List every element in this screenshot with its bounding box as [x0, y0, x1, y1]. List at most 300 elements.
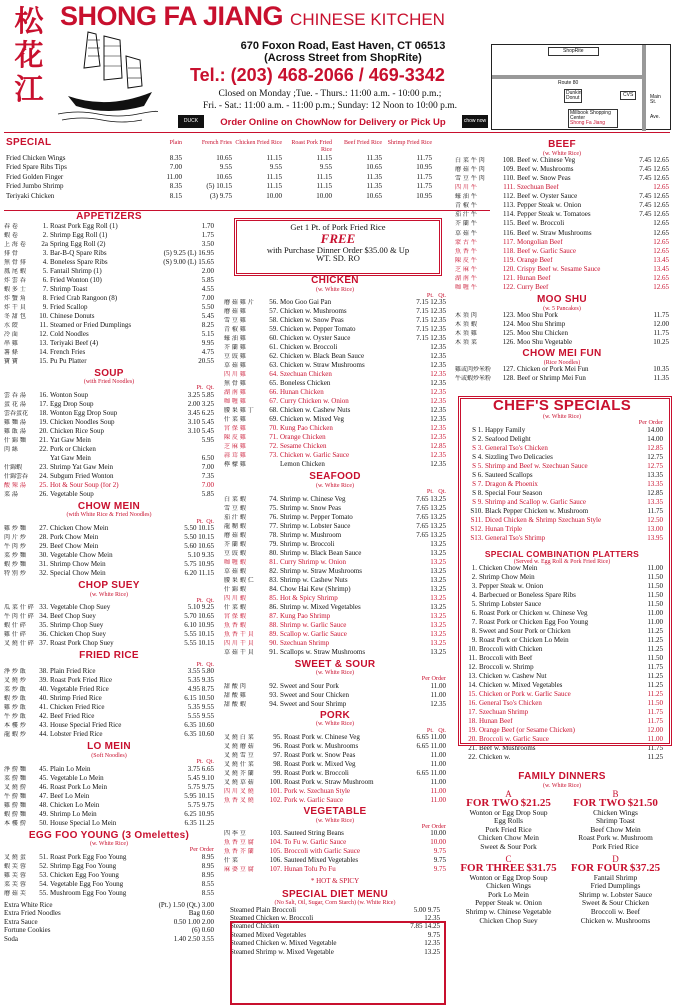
menu-item[interactable] [224, 523, 446, 532]
item-name: Steamed or Fried Dumplings [50, 321, 132, 329]
item-number: 33. [39, 604, 48, 612]
item-price: 11.00 [430, 752, 446, 760]
menu-item[interactable] [4, 322, 214, 331]
item-name: Shrimp w. Mushroom [280, 531, 342, 539]
item-number: 61. [269, 344, 278, 352]
menu-item[interactable] [224, 839, 446, 848]
promo-box [234, 218, 442, 276]
menu-item[interactable] [4, 820, 214, 829]
special-row[interactable] [6, 155, 432, 164]
extra-item[interactable] [4, 919, 214, 927]
family-price: $37.25 [629, 862, 661, 875]
menu-item[interactable] [4, 543, 214, 552]
item-price: 7.45 12.65 [639, 211, 669, 219]
menu-item[interactable] [4, 570, 214, 579]
item-name: Crispy Beef w. Sesame Sauce [517, 265, 601, 273]
item-chinese-name: 雲吞蛋花 [4, 409, 29, 417]
menu-item[interactable] [224, 604, 446, 613]
col-head: Beef Fried Rice [344, 140, 382, 146]
col-head: Roast Pork Fried Rice [291, 140, 332, 153]
item-number: 7. [471, 619, 477, 627]
item-number: 72. [269, 443, 278, 451]
item-price: 3.10 5.45 [187, 418, 214, 426]
menu-item[interactable] [4, 268, 214, 277]
chownow-logo: chow now [462, 115, 488, 128]
item-price: 7.65 13.25 [416, 495, 446, 503]
menu-item[interactable] [4, 881, 214, 890]
menu-item[interactable] [4, 482, 214, 491]
item-price: (5) 9.25 (L) 16.95 [163, 249, 214, 257]
item-name: Barbecued or Boneless Spare Ribs [479, 592, 576, 600]
menu-item[interactable] [455, 275, 669, 284]
menu-item[interactable] [224, 788, 446, 797]
item-chinese-name: 什 錦 麵 [4, 436, 26, 444]
item-number: 117. [503, 238, 515, 246]
family-item: Beef Chow Mein [590, 824, 641, 834]
menu-item[interactable] [4, 731, 214, 740]
item-number: 119. [503, 256, 515, 264]
extra-name: Extra Sauce [4, 918, 38, 926]
item-number: 9. [471, 637, 477, 645]
item-name: Boneless Spare Ribs [50, 258, 108, 266]
item-number: 16. [468, 700, 477, 708]
menu-item[interactable] [4, 340, 214, 349]
menu-item[interactable] [224, 779, 446, 788]
special-row[interactable] [6, 174, 432, 183]
menu-item[interactable] [4, 313, 214, 322]
item-name: Sauteed String Beans [284, 830, 344, 838]
item-price: 12.65 [653, 238, 669, 246]
item-name: Roast Pork Lo Mein [50, 783, 107, 791]
menu-item[interactable] [455, 284, 669, 293]
menu-item[interactable] [4, 890, 214, 899]
menu-item[interactable] [4, 331, 214, 340]
item-price: 10.00 [430, 839, 446, 847]
item-price: 6.65 11.00 [416, 743, 446, 751]
menu-item[interactable] [4, 491, 214, 500]
item-chinese-name: 什 菜 雞 [224, 416, 246, 424]
menu-item[interactable] [4, 686, 214, 695]
item-chinese-name: 蝦 什 碎 [4, 622, 26, 630]
item-chinese-name: 四 川 蝦 [224, 594, 246, 602]
item-name: Broccoli with Chicken [479, 646, 543, 654]
special-header [6, 137, 432, 155]
item-price: 8.55 [201, 889, 214, 897]
menu-item[interactable] [4, 392, 214, 401]
extra-item[interactable] [4, 910, 214, 918]
menu-item[interactable] [224, 452, 446, 461]
menu-item[interactable] [224, 734, 446, 743]
menu-item[interactable] [455, 193, 669, 202]
item-number: 23. [39, 463, 48, 471]
item-price: 13.45 [653, 265, 669, 273]
extra-item[interactable] [4, 927, 214, 935]
item-number: 106. [269, 857, 282, 865]
menu-item[interactable] [224, 443, 446, 452]
item-chinese-name: 蘑 菇 雞 [224, 308, 246, 316]
col-head: Shrimp Fried Rice [387, 140, 432, 146]
pt-qt-header: Per Order [421, 822, 446, 830]
menu-item[interactable] [455, 375, 669, 384]
address-line: 670 Foxon Road, East Haven, CT 06513 [240, 40, 446, 52]
menu-item[interactable] [224, 299, 446, 308]
special-row[interactable] [6, 193, 432, 202]
menu-item[interactable] [224, 317, 446, 326]
family-row [455, 790, 669, 851]
menu-item[interactable] [4, 232, 214, 241]
menu-item[interactable] [4, 704, 214, 713]
menu-item[interactable] [4, 241, 214, 250]
menu-item[interactable] [224, 371, 446, 380]
item-chinese-name: 蛋 花 湯 [4, 400, 26, 408]
menu-item[interactable] [455, 184, 669, 193]
special-row[interactable] [6, 164, 432, 173]
menu-item[interactable] [4, 863, 214, 872]
fried-rice-title: FRIED RICE [79, 650, 139, 662]
menu-item[interactable] [4, 713, 214, 722]
menu-item[interactable] [224, 848, 446, 857]
menu-item[interactable] [224, 743, 446, 752]
menu-item[interactable] [224, 683, 446, 692]
item-number: 55. [39, 889, 48, 897]
special-row[interactable] [6, 183, 432, 192]
menu-item[interactable] [224, 622, 446, 631]
menu-item[interactable] [4, 784, 214, 793]
menu-item[interactable] [455, 166, 669, 175]
menu-item[interactable] [4, 223, 214, 232]
menu-item[interactable] [461, 745, 663, 754]
menu-item[interactable] [455, 220, 669, 229]
menu-item[interactable] [4, 631, 214, 640]
menu-item[interactable] [455, 239, 669, 248]
menu-item[interactable] [4, 419, 214, 428]
item-number: 14. [468, 682, 477, 690]
menu-item[interactable] [224, 577, 446, 586]
item-chinese-name: 什 錦 蝦 [224, 585, 246, 593]
item-price: 7.45 12.65 [639, 174, 669, 182]
item-chinese-name: 薯 條 [4, 348, 18, 356]
family-item: Chicken Chop Suey [479, 915, 538, 925]
item-name: Shrimp Lobster Sauce [479, 601, 542, 609]
item-price: 5.45 [201, 312, 214, 320]
menu-item[interactable] [224, 559, 446, 568]
menu-item[interactable] [224, 866, 446, 875]
family-price: $21.25 [520, 796, 551, 809]
menu-item[interactable] [224, 586, 446, 595]
menu-item[interactable] [4, 613, 214, 622]
item-number: 82. [269, 567, 278, 575]
menu-item[interactable] [4, 793, 214, 802]
menu-item[interactable] [224, 797, 446, 806]
item-number: 78. [269, 531, 278, 539]
item-price: 6.15 10.50 [184, 695, 214, 703]
menu-item[interactable] [4, 446, 214, 455]
item-chinese-name: 肉 片 炒 [4, 534, 26, 542]
menu-item[interactable] [4, 622, 214, 631]
family-item: Chicken Wings [486, 881, 531, 891]
extra-item[interactable] [4, 902, 214, 910]
menu-item[interactable] [4, 561, 214, 570]
menu-item[interactable] [455, 330, 669, 339]
item-chinese-name: 肉 絲 [4, 445, 18, 453]
item-name: Shrimp Toast [50, 285, 88, 293]
menu-item[interactable] [224, 631, 446, 640]
menu-item[interactable] [4, 640, 214, 649]
item-name: Vegetable Fried Rice [50, 686, 109, 694]
menu-item[interactable] [4, 668, 214, 677]
menu-item[interactable] [4, 722, 214, 731]
address-block [206, 40, 480, 64]
item-chinese-name: 魚 香 芥 蘭 [224, 848, 254, 856]
chop-suey-section [4, 581, 214, 649]
item-number: 43. [39, 722, 48, 730]
item-name: Cold Noodles [50, 330, 89, 338]
item-number: 114. [503, 211, 515, 219]
item-name: Roast Pork Egg Foo Young [50, 853, 127, 861]
menu-item[interactable] [455, 266, 669, 275]
menu-item[interactable] [4, 811, 214, 820]
item-price: 12.85 [647, 444, 663, 452]
family-item: Pork Fried Rice [592, 841, 639, 851]
item-price: 4.95 8.75 [187, 686, 214, 694]
family-item: Fried Dumplings [590, 881, 641, 891]
item-number: 12. [468, 664, 477, 672]
menu-item[interactable] [4, 775, 214, 784]
special-table [6, 137, 432, 202]
menu-item[interactable] [224, 532, 446, 541]
menu-item[interactable] [455, 312, 669, 321]
promo-line: WT. SD. RO [316, 253, 360, 264]
item-name: Chicken w. Oyster Sauce [280, 335, 351, 343]
menu-item[interactable] [224, 362, 446, 371]
menu-item[interactable] [4, 534, 214, 543]
item-name: Roast Pork Fried Rice [50, 677, 113, 685]
menu-item[interactable] [4, 410, 214, 419]
menu-item[interactable] [224, 752, 446, 761]
item-name: Curry Beef [517, 284, 549, 292]
item-name: Shrimp and Beef w. Szechuan Sauce [485, 462, 588, 470]
menu-item[interactable] [224, 595, 446, 604]
menu-item[interactable] [224, 425, 446, 434]
menu-item[interactable] [224, 496, 446, 505]
item-price: 5.15 [201, 330, 214, 338]
item-price: 11.75 [647, 507, 663, 515]
item-price: 10.35 [653, 366, 669, 374]
menu-item[interactable] [224, 416, 446, 425]
menu-item[interactable] [224, 541, 446, 550]
menu-item[interactable] [4, 358, 214, 367]
menu-item[interactable] [224, 353, 446, 362]
item-number: 64. [269, 371, 278, 379]
menu-item[interactable] [224, 514, 446, 523]
menu-item[interactable] [4, 455, 214, 464]
item-chinese-name: 木 須 肉 [455, 312, 477, 319]
menu-item[interactable] [224, 407, 446, 416]
pt-qt-header: Pt. Qt. [426, 726, 446, 734]
menu-item[interactable] [4, 473, 214, 482]
menu-item[interactable] [224, 830, 446, 839]
menu-item[interactable] [224, 335, 446, 344]
menu-item[interactable] [4, 604, 214, 613]
item-number: S 3. [472, 444, 483, 452]
menu-item[interactable] [224, 761, 446, 770]
item-price: 5.45 9.10 [187, 774, 214, 782]
item-price: 6.10 10.95 [184, 622, 214, 630]
item-name: Shrimp w. Pepper Tomato [280, 513, 353, 521]
menu-item[interactable] [4, 766, 214, 775]
item-name: Chicken w. Straw Mushrooms [280, 362, 365, 370]
special-price: 10.00 [316, 192, 332, 200]
family-item: Shrimp Toast [596, 816, 635, 826]
item-number: 60. [269, 335, 278, 343]
menu-item[interactable] [455, 321, 669, 330]
menu-item[interactable] [455, 211, 669, 220]
menu-item[interactable] [224, 701, 446, 710]
item-price: 11.25 [647, 637, 663, 645]
menu-item[interactable] [455, 257, 669, 266]
menu-item[interactable] [455, 230, 669, 239]
item-price: 11.00 [430, 682, 446, 690]
menu-item[interactable] [224, 550, 446, 559]
item-chinese-name: 陳 皮 雞 [224, 434, 246, 442]
menu-item[interactable] [4, 250, 214, 259]
col-head: Chicken Fried Rice [235, 140, 282, 146]
menu-item[interactable] [4, 802, 214, 811]
item-name: Roast Pork or Chicken w. Chinese Veg [479, 610, 588, 618]
menu-item[interactable] [224, 344, 446, 353]
menu-item[interactable] [224, 505, 446, 514]
menu-item[interactable] [4, 401, 214, 410]
item-price: 11.75 [647, 664, 663, 672]
menu-item[interactable] [4, 464, 214, 473]
item-name: Pork w. Szechuan Style [284, 788, 351, 796]
menu-item[interactable] [4, 304, 214, 313]
item-price: 12.85 [647, 489, 663, 497]
item-price: 11.25 [647, 691, 663, 699]
item-price: 8.95 [201, 862, 214, 870]
menu-item[interactable] [4, 677, 214, 686]
menu-item[interactable] [224, 398, 446, 407]
item-price: 7.15 12.35 [416, 308, 446, 316]
item-number: 74. [269, 495, 278, 503]
item-chinese-name: 雲 吞 湯 [4, 391, 26, 399]
soup-section [4, 369, 214, 500]
item-number: 4. [42, 258, 48, 266]
item-chinese-name: 檸 檬 雞 [224, 461, 246, 469]
item-price: 1.70 [201, 222, 214, 230]
menu-item[interactable] [455, 202, 669, 211]
item-price: 3.25 5.85 [187, 391, 214, 399]
menu-item[interactable] [224, 613, 446, 622]
item-chinese-name: 蝦 卷 [4, 231, 18, 239]
item-chinese-name: 蘑 菇 牛 肉 [455, 165, 485, 173]
menu-item[interactable] [455, 175, 669, 184]
item-number: S13. [470, 534, 483, 542]
pt-qt-header: Pt. Qt. [426, 488, 446, 496]
menu-item[interactable] [4, 295, 214, 304]
item-number: 1. [471, 565, 477, 573]
item-chinese-name: 草 菇 雞 [224, 362, 246, 370]
menu-item[interactable] [4, 552, 214, 561]
menu-item[interactable] [4, 854, 214, 863]
menu-item[interactable] [224, 308, 446, 317]
item-chinese-name: 蘑 菇 芙 [4, 889, 26, 897]
item-number: 128. [502, 375, 515, 383]
menu-item[interactable] [224, 692, 446, 701]
item-price: 11.00 [430, 788, 446, 796]
menu-item[interactable] [224, 461, 446, 470]
item-price: 5.50 10.15 [184, 534, 214, 542]
item-name: Pork w. Garlic Sauce [284, 797, 344, 805]
item-name: Shrimp w. Straw Mushrooms [280, 567, 362, 575]
item-price: 5.95 10.15 [184, 792, 214, 800]
menu-item[interactable] [461, 754, 663, 763]
menu-item[interactable] [455, 157, 669, 166]
family-item: Shrimp w. Lobster Sauce [578, 889, 653, 899]
menu-item[interactable] [4, 525, 214, 534]
menu-item[interactable] [455, 248, 669, 257]
menu-item[interactable] [4, 277, 214, 286]
item-number: 8. [471, 628, 477, 636]
item-name: Broccoli w. Garlic Sauce [479, 736, 549, 744]
menu-item[interactable] [224, 326, 446, 335]
menu-item[interactable] [4, 349, 214, 358]
pt-qt-header: Per Order [421, 675, 446, 683]
menu-item[interactable] [224, 380, 446, 389]
item-number: 104. [269, 839, 282, 847]
menu-item[interactable] [4, 286, 214, 295]
special-price: 10.65 [216, 155, 232, 162]
item-name: Hunan Triple [485, 525, 523, 533]
menu-item[interactable] [4, 872, 214, 881]
item-price: 13.25 [430, 630, 446, 638]
extra-item[interactable] [4, 936, 214, 944]
item-name: Sauteed Mixed Vegetables [284, 857, 359, 865]
menu-item[interactable] [455, 339, 669, 348]
item-price: 7.00 [201, 294, 214, 302]
item-chinese-name: 叉 燒 草 菇 [224, 779, 254, 787]
menu-item[interactable] [455, 366, 669, 375]
menu-item[interactable] [224, 857, 446, 866]
menu-item[interactable] [224, 640, 446, 649]
item-price: 7.00 [201, 463, 214, 471]
family-item: Pepper Steak w. Onion [475, 898, 542, 908]
item-chinese-name: 叉 燒 蛋 [4, 853, 26, 861]
menu-item[interactable] [4, 259, 214, 268]
item-number: 25. [39, 481, 48, 489]
menu-item[interactable] [224, 649, 446, 658]
chow-mei-fun-title: CHOW MEI FUN [522, 348, 602, 360]
menu-item[interactable] [224, 389, 446, 398]
menu-item[interactable] [224, 434, 446, 443]
pork-subtitle: (w. White Rice) [316, 721, 354, 728]
menu-item[interactable] [4, 428, 214, 437]
menu-item[interactable] [4, 437, 214, 446]
menu-item[interactable] [4, 695, 214, 704]
family-item: Sweet & Sour Chicken [581, 898, 650, 908]
menu-item[interactable] [224, 770, 446, 779]
menu-item[interactable] [230, 907, 440, 915]
item-price: 11.75 [647, 709, 663, 717]
item-price: 7.00 [201, 481, 214, 489]
item-price: 3.45 6.25 [187, 409, 214, 417]
item-price: 14.00 [647, 426, 663, 434]
item-chinese-name: 淨 撈 麵 [4, 765, 26, 773]
item-price: 13.25 [430, 585, 446, 593]
menu-item[interactable] [224, 568, 446, 577]
item-name: Beef w. Broccoli [517, 220, 565, 228]
special-price: 11.35 [366, 155, 382, 162]
